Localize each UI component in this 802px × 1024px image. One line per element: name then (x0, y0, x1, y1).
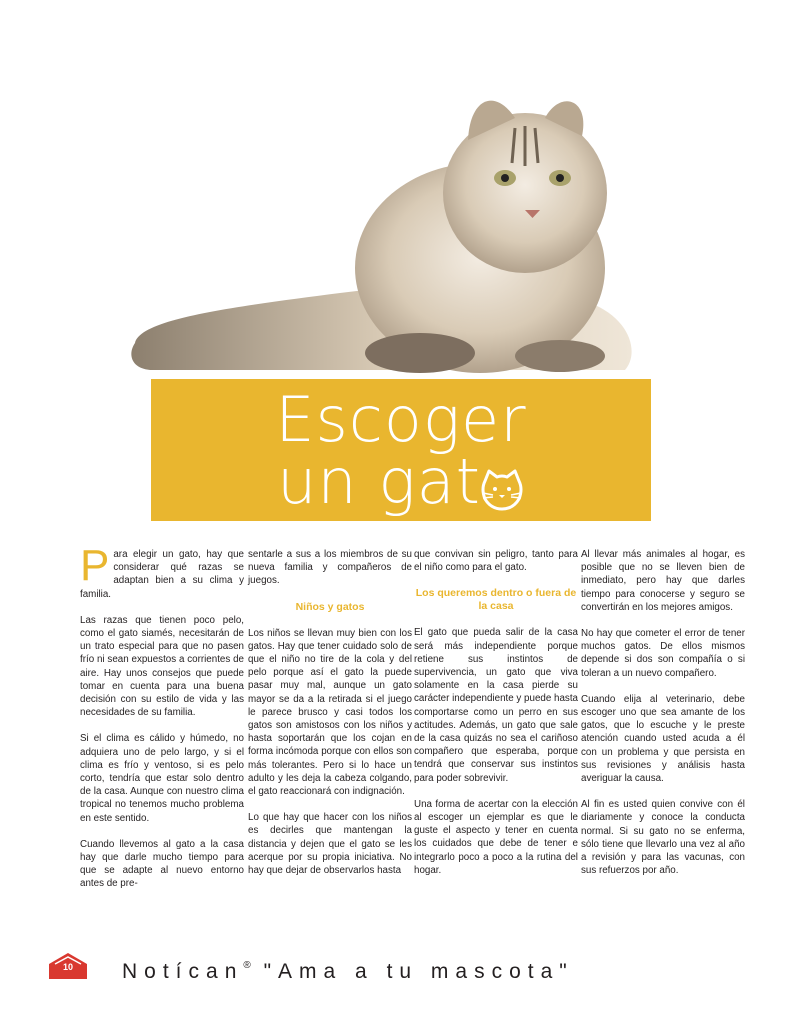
title-line-1: Escoger (275, 383, 527, 456)
paragraph: Una forma de acertar con la elección al escoger un ejemplar es que le guste el aspecto y tener en cuenta los cuidados que debe de tener e integrarlo poco a poco a la rutina del hogar. (414, 798, 578, 876)
paragraph: Las razas que tienen poco pelo, como el gato siamés, necesitarán de un trato especial para que no pasen frío ni sean expuestos a corrientes de aire. Hay unos consejos que puede tomar en cuenta para una buena decisión con su estilo de vida y las necesidades de su familia. (80, 614, 244, 719)
tagline: "Ama a tu mascota" (250, 960, 574, 983)
paragraph: Al llevar más animales al hogar, es posible que no se lleven bien de inmediato, pero hay que darles tiempo para conocerse y seguro se convertirán en los mejores amigos. (581, 549, 745, 613)
drop-cap: P (80, 541, 110, 590)
cat-face-icon (479, 467, 525, 513)
paragraph: sentarle a sus a los miembros de su nueva familia y compañeros de juegos. (248, 549, 412, 587)
paragraph: No hay que cometer el error de tener muchos gatos. De ellos mismos depende si dos son compañía o si toleran a un nuevo compañero. (581, 628, 745, 679)
page-number: 10 (62, 962, 73, 972)
paragraph-text: ara elegir un gato, hay que considerar qué razas se adaptan bien a su clima y familia. (80, 549, 244, 600)
paragraph: Cuando elija al veterinario, debe escoger uno que sea amante de los gatos, que lo escuche y le preste atención cuando usted acuda a él con un problema y que persista en sus revisiones y análisis hasta averiguar la causa. (581, 693, 745, 785)
registered-mark: ® (243, 960, 251, 971)
paragraph: Los niños se llevan muy bien con los gatos. Hay que tener cuidado solo de que el niño no tire de la cola y del pelo porque así el gato la puede pasar muy mal, aunque un gato mayor se da a la retirada si el juego le parece brusco y casi todos los gatos son amistosos con los niños y hasta soportarán que los cojan en forma incómoda porque con ellos son más tolerantes. Pero si lo hace un adulto y les deja la cabeza colgando, el gato reaccionará con indignación. (248, 627, 412, 798)
article-column-3 (414, 548, 578, 890)
paragraph: que convivan sin peligro, tanto para el niño como para el gato. (414, 549, 578, 574)
article-column-2 (248, 548, 412, 890)
footer-tagline (122, 960, 574, 984)
article-column-1 (80, 541, 244, 904)
title-line-2 (151, 445, 651, 518)
paragraph: Al fin es usted quien convive con él diariamente y conoce la conducta normal. Si su gato no se enferma, sólo tiene que llevarlo una vez al año a revisión y para las vacunas, con sus refuerzos por año. (581, 799, 745, 877)
article-column-4 (581, 548, 745, 890)
subheading-ninos-y-gatos: Niños y gatos (295, 600, 365, 613)
paragraph: Cuando llevemos al gato a la casa hay que darle mucho tiempo para que se adapte al nuevo entorno antes de pre- (80, 838, 244, 890)
paragraph: Si el clima es cálido y húmedo, no adquiera uno de pelo largo, y si el clima es frío y ventoso, si es pelo corto, tendría que estar solo dentro de la casa. Aunque con nuestro clima tropical no tenemos mucho problema en este sentido. (80, 733, 244, 824)
paragraph: El gato que pueda salir de la casa será más independiente porque retiene sus instintos de supervivencia, un gato que viva solamente en la casa pierde su carácter independiente y puede hasta comportarse como un perro en sus actitudes. Además, un gato que sale de la casa quizás no sea el cariñoso compañero que esperaba, porque tendrá que conservar sus instintos para poder sobrevivir. (414, 627, 578, 784)
title-line-2-text: un gat (277, 445, 481, 518)
paragraph: Lo que hay que hacer con los niños es decirles que mantengan la distancia y dejen que el gato se les acerque por su propia iniciativa. No hay que dejar de observarlos hasta (248, 812, 412, 877)
paragraph (80, 541, 244, 601)
cat-photo (120, 78, 660, 378)
brand-name: Notícan (122, 960, 244, 983)
title-banner (151, 379, 651, 521)
subheading-dentro-o-fuera: Los queremos dentro o fuera de la casa (415, 587, 577, 613)
